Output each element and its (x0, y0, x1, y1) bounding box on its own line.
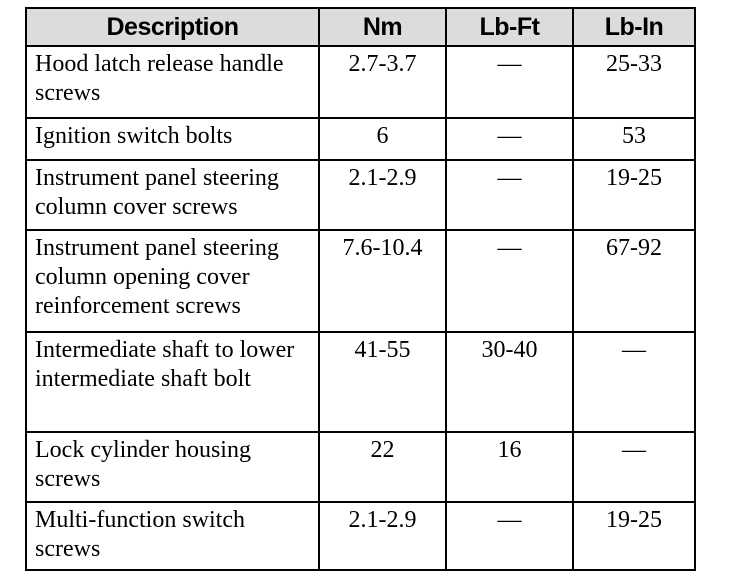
nm-cell: 2.1-2.9 (319, 502, 446, 570)
table-row (26, 432, 695, 502)
header-lb-in: Lb-In (573, 8, 695, 46)
nm-cell: 2.7-3.7 (319, 46, 446, 118)
header-description: Description (26, 8, 319, 46)
lb-ft-cell: — (446, 46, 573, 118)
description-cell: Hood latch release handle screws (26, 46, 319, 118)
lb-in-cell: 19-25 (573, 502, 695, 570)
description-cell: Instrument panel steering column opening cover reinforcement screws (26, 230, 319, 332)
table-row (26, 118, 695, 160)
lb-ft-cell: — (446, 160, 573, 230)
table-row (26, 332, 695, 432)
lb-ft-cell: — (446, 118, 573, 160)
description-cell: Multi-function switch screws (26, 502, 319, 570)
lb-ft-cell: 16 (446, 432, 573, 502)
table-row (26, 230, 695, 332)
lb-in-cell: 25-33 (573, 46, 695, 118)
description-cell: Ignition switch bolts (26, 118, 319, 160)
table-row (26, 160, 695, 230)
lb-in-cell: — (573, 332, 695, 432)
lb-in-cell: — (573, 432, 695, 502)
nm-cell: 2.1-2.9 (319, 160, 446, 230)
table-row (26, 502, 695, 570)
table-row (26, 46, 695, 118)
nm-cell: 22 (319, 432, 446, 502)
lb-ft-cell: — (446, 230, 573, 332)
nm-cell: 41-55 (319, 332, 446, 432)
nm-cell: 6 (319, 118, 446, 160)
torque-spec-table (25, 7, 696, 571)
lb-ft-cell: 30-40 (446, 332, 573, 432)
lb-in-cell: 53 (573, 118, 695, 160)
lb-in-cell: 67-92 (573, 230, 695, 332)
description-cell: Instrument panel steering column cover screws (26, 160, 319, 230)
header-nm: Nm (319, 8, 446, 46)
nm-cell: 7.6-10.4 (319, 230, 446, 332)
description-cell: Lock cylinder housing screws (26, 432, 319, 502)
description-cell: Intermediate shaft to lower intermediate shaft bolt (26, 332, 319, 432)
header-lb-ft: Lb-Ft (446, 8, 573, 46)
lb-ft-cell: — (446, 502, 573, 570)
header-row (26, 8, 695, 46)
lb-in-cell: 19-25 (573, 160, 695, 230)
